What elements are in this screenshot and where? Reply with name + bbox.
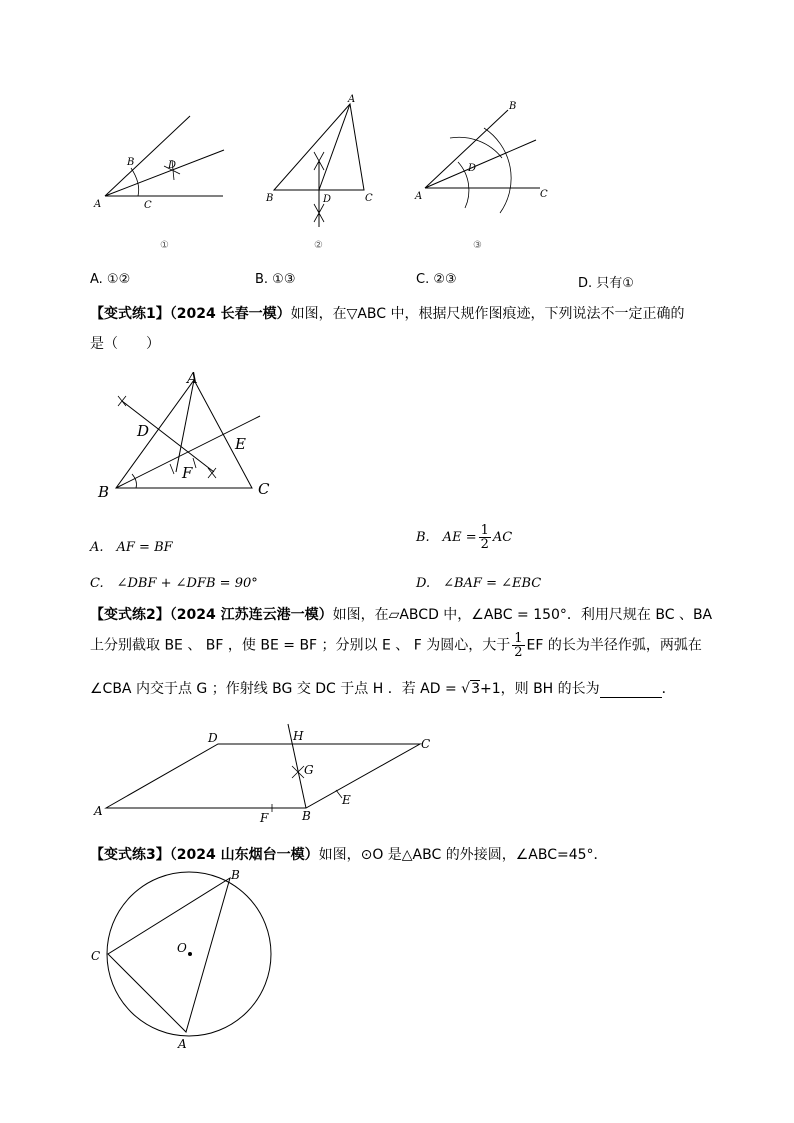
q1-option-c[interactable]: C. ∠DBF + ∠DFB = 90° xyxy=(90,576,258,591)
q1-label-e: E xyxy=(235,435,246,453)
q2-label-e: E xyxy=(342,793,351,807)
q1-label-f: F xyxy=(182,464,193,482)
fig1-label-b: B xyxy=(127,157,135,168)
q2-label-g: G xyxy=(304,763,314,777)
q1-tag: 【变式练1】 xyxy=(90,306,170,322)
q1-option-b-fraction: $\frac{1}{2}$ xyxy=(480,523,489,552)
q1-question xyxy=(90,303,685,323)
q1-option-a[interactable]: A. AF = BF xyxy=(90,540,173,555)
fig1-caption: ① xyxy=(160,240,169,251)
q3-label-c: C xyxy=(91,949,101,963)
fig3-label-c: C xyxy=(540,189,548,200)
figure-1-angle-bisector xyxy=(88,108,238,251)
q3-tag: 【变式练3】 xyxy=(90,847,170,863)
q3-center-dot xyxy=(188,952,192,956)
q2-label-d: D xyxy=(208,731,218,745)
q1-label-c: C xyxy=(258,480,270,498)
q2-line2: 上分别截取 BE 、 BF ，使 BE = BF ；分别以 E 、 F 为圆心，大于 $\frac{1}{2}$ EF 的长为半径作弧，两弧在 xyxy=(90,631,702,660)
q0-option-d[interactable]: D. 只有① xyxy=(578,276,634,291)
q2-source: （2024 江苏连云港一模） xyxy=(169,607,333,623)
fig3-label-d: D xyxy=(468,163,477,174)
q2-label-c: C xyxy=(421,737,431,751)
q3-label-b: B xyxy=(231,868,240,882)
fig2-label-c: C xyxy=(365,193,373,204)
q2-line1: 【变式练2】（2024 江苏连云港一模）如图，在▱ABCD 中，∠ABC = 150°．利用尺规在 BC 、BA xyxy=(90,607,713,623)
q3-label-a: A xyxy=(178,1037,187,1051)
q1-label-d: D xyxy=(137,422,150,440)
q2-answer-blank[interactable] xyxy=(600,683,662,698)
q2-label-f: F xyxy=(260,811,269,825)
q1-text-line2: 是（ ） xyxy=(90,336,160,352)
fig2-label-d: D xyxy=(323,194,332,205)
q0-option-a[interactable]: A. ①② xyxy=(90,272,131,287)
fig2-label-a: A xyxy=(348,94,356,105)
q1-text-line1: 如图，在▽ABC 中，根据尺规作图痕迹，下列说法不一定正确的 xyxy=(290,306,685,322)
q0-option-b[interactable]: B. ①③ xyxy=(255,272,296,287)
q3-figure xyxy=(88,866,278,1056)
fig1-label-a: A xyxy=(94,199,102,210)
q1-label-b: B xyxy=(98,483,110,501)
figure-2-perpendicular xyxy=(262,92,387,251)
q3-label-o: O xyxy=(177,941,187,955)
q3-source: （2024 山东烟台一模） xyxy=(169,847,319,863)
q1-source: （2024 长春一模） xyxy=(169,306,291,322)
q2-line3: ∠CBA 内交于点 G ；作射线 BG 交 DC 于点 H ．若 AD = √3+1，则 BH 的长为 ． xyxy=(90,681,676,697)
q2-figure xyxy=(90,720,440,830)
fig3-caption: ③ xyxy=(473,240,482,251)
figure-3-angle-bisector xyxy=(410,98,560,251)
fig3-label-b: B xyxy=(509,101,517,112)
q2-label-h: H xyxy=(293,729,304,743)
q2-fraction: $\frac{1}{2}$ xyxy=(514,631,523,660)
fig1-label-d: D xyxy=(168,160,177,171)
q1-label-a: A xyxy=(187,369,198,387)
fig2-caption: ② xyxy=(314,240,323,251)
fig2-label-b: B xyxy=(266,193,274,204)
q3-question: 【变式练3】（2024 山东烟台一模）如图，⊙O 是△ABC 的外接圆，∠ABC=45°． xyxy=(90,847,608,863)
q2-label-a: A xyxy=(94,804,103,818)
q1-option-d[interactable]: D. ∠BAF = ∠EBC xyxy=(416,576,542,591)
q2-tag: 【变式练2】 xyxy=(90,607,170,623)
q2-label-b: B xyxy=(302,809,311,823)
q1-figure xyxy=(92,368,282,503)
fig3-label-a: A xyxy=(415,191,423,202)
q1-option-b[interactable]: B. AE = $\frac{1}{2}$ AC xyxy=(416,523,513,552)
q0-option-c[interactable]: C. ②③ xyxy=(416,272,457,287)
fig1-label-c: C xyxy=(144,200,152,211)
